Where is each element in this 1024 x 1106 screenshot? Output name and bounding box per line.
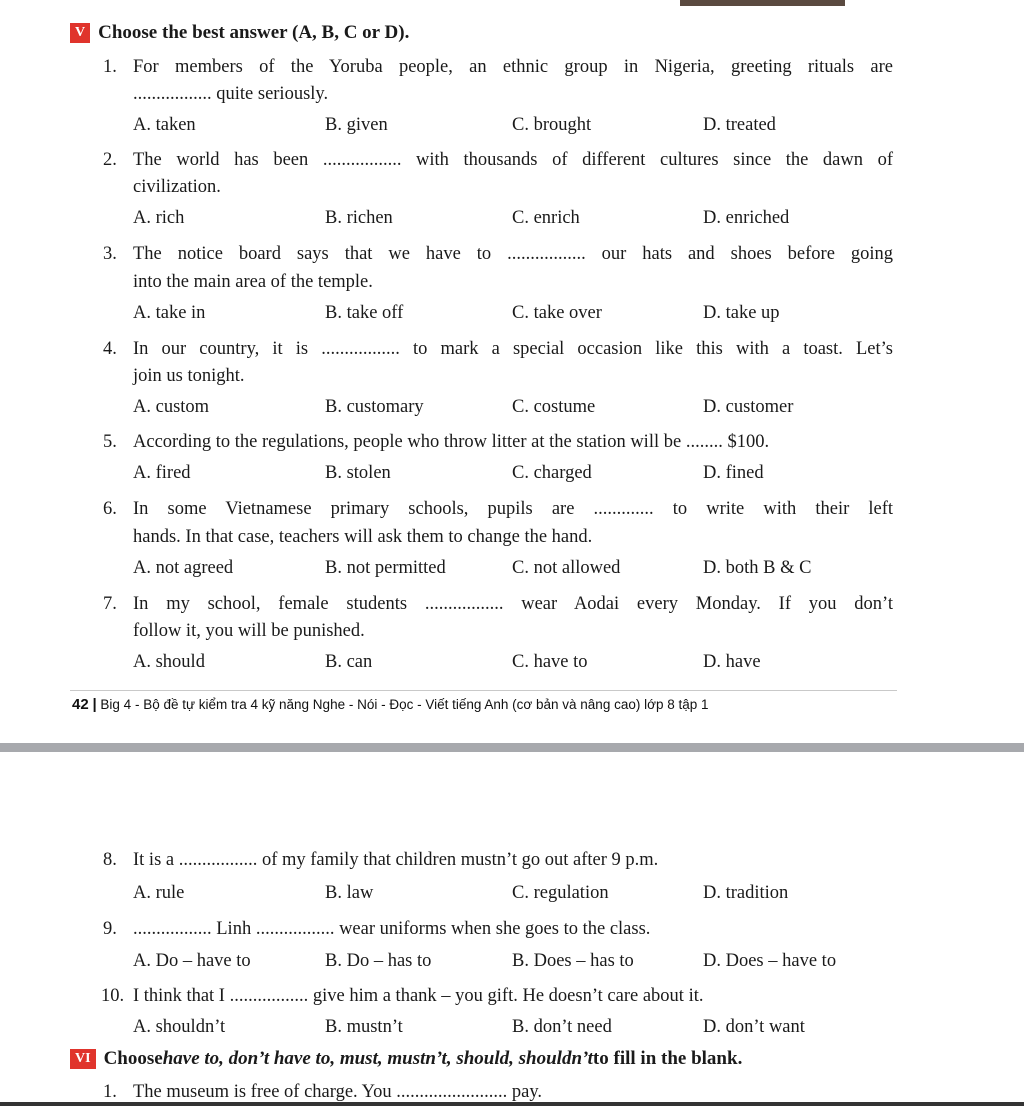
q7-option-d[interactable]: D. have	[703, 652, 761, 672]
question-1-line-2: ................. quite seriously.	[133, 84, 329, 104]
question-4-line-2: join us tonight.	[133, 366, 245, 386]
q8-option-d[interactable]: D. tradition	[703, 883, 789, 903]
q1-option-c[interactable]: C. brought	[512, 115, 592, 135]
top-image-edge	[680, 0, 845, 6]
question-text: It is a ................. of my family that children mustn’t go out after 9 p.m.	[133, 850, 659, 870]
page-footer	[72, 696, 708, 713]
question-text: ................. Linh ................. wear uniforms when she goes to the class.	[133, 919, 651, 939]
q9-option-c[interactable]: B. Does – has to	[512, 951, 634, 971]
q10-option-c[interactable]: B. don’t need	[512, 1017, 612, 1037]
q1-option-b[interactable]: B. given	[325, 115, 388, 135]
q5-option-b[interactable]: B. stolen	[325, 463, 391, 483]
q4-option-d[interactable]: D. customer	[703, 397, 794, 417]
q7-option-c[interactable]: C. have to	[512, 652, 588, 672]
q8-option-c[interactable]: C. regulation	[512, 883, 609, 903]
q6-option-a[interactable]: A. not agreed	[133, 558, 234, 578]
question-number: 1.	[103, 57, 117, 77]
q4-option-b[interactable]: B. customary	[325, 397, 424, 417]
q3-option-a[interactable]: A. take in	[133, 303, 206, 323]
question-number: 8.	[103, 850, 117, 870]
q9-option-a[interactable]: A. Do – have to	[133, 951, 251, 971]
question-number: 10.	[101, 986, 125, 1006]
question-text: In our country, it is ................. to mark a special occasion like this with a toast. Let’s	[133, 339, 893, 359]
section-vi-title-suffix: to fill in the blank.	[592, 1048, 743, 1069]
q8-option-a[interactable]: A. rule	[133, 883, 185, 903]
page-number: 42	[72, 696, 89, 713]
question-number: 2.	[103, 150, 117, 170]
question-6-line-2: hands. In that case, teachers will ask them to change the hand.	[133, 527, 593, 547]
section-vi-modal-verbs: have to, don’t have to, must, mustn’t, should, shouldn’t	[162, 1048, 593, 1069]
q5-option-d[interactable]: D. fined	[703, 463, 764, 483]
q9-option-d[interactable]: D. Does – have to	[703, 951, 837, 971]
question-text: I think that I ................. give him a thank – you gift. He doesn’t care about it.	[133, 986, 704, 1006]
question-3-line-2: into the main area of the temple.	[133, 272, 373, 292]
q10-option-d[interactable]: D. don’t want	[703, 1017, 805, 1037]
q7-option-b[interactable]: B. can	[325, 652, 373, 672]
section-vi-heading	[70, 1044, 742, 1074]
q2-option-a[interactable]: A. rich	[133, 208, 185, 228]
q2-option-b[interactable]: B. richen	[325, 208, 393, 228]
q4-option-a[interactable]: A. custom	[133, 397, 210, 417]
question-7-line-2: follow it, you will be punished.	[133, 621, 365, 641]
q2-option-c[interactable]: C. enrich	[512, 208, 580, 228]
question-2-line-2: civilization.	[133, 177, 221, 197]
q6-option-d[interactable]: D. both B & C	[703, 558, 812, 578]
bottom-edge	[0, 1102, 1024, 1106]
q4-option-c[interactable]: C. costume	[512, 397, 596, 417]
footer-separator: |	[92, 696, 97, 713]
footer-book-title: Big 4 - Bộ đề tự kiểm tra 4 kỹ năng Nghe - Nói - Đọc - Viết tiếng Anh (cơ bản và nâng cao) lớp 8 tập 1	[100, 697, 709, 712]
question-text: The world has been ................. with thousands of different cultures since the dawn of	[133, 150, 893, 170]
q7-option-a[interactable]: A. should	[133, 652, 205, 672]
question-text: In my school, female students ................. wear Aodai every Monday. If you don’t	[133, 594, 893, 614]
footer-divider	[70, 690, 897, 691]
section-v-badge: V	[70, 23, 90, 43]
question-number: 5.	[103, 432, 117, 452]
q10-option-a[interactable]: A. shouldn’t	[133, 1017, 226, 1037]
question-text: The notice board says that we have to ................. our hats and shoes before going	[133, 244, 893, 264]
q6-option-c[interactable]: C. not allowed	[512, 558, 621, 578]
question-number: 9.	[103, 919, 117, 939]
q9-option-b[interactable]: B. Do – has to	[325, 951, 432, 971]
q6-option-b[interactable]: B. not permitted	[325, 558, 446, 578]
question-number: 6.	[103, 499, 117, 519]
q8-option-b[interactable]: B. law	[325, 883, 374, 903]
q1-option-a[interactable]: A. taken	[133, 115, 196, 135]
q3-option-b[interactable]: B. take off	[325, 303, 404, 323]
item-text: The museum is free of charge. You ........................ pay.	[133, 1082, 542, 1102]
question-number: 4.	[103, 339, 117, 359]
item-number: 1.	[103, 1082, 117, 1102]
section-vi-title-prefix: Choose	[103, 1048, 163, 1069]
page-break	[0, 743, 1024, 752]
question-number: 3.	[103, 244, 117, 264]
q10-option-b[interactable]: B. mustn’t	[325, 1017, 403, 1037]
section-vi-badge: VI	[70, 1049, 96, 1069]
question-text: For members of the Yoruba people, an ethnic group in Nigeria, greeting rituals are	[133, 57, 893, 77]
q5-option-a[interactable]: A. fired	[133, 463, 191, 483]
question-text: In some Vietnamese primary schools, pupils are ............. to write with their left	[133, 499, 893, 519]
q2-option-d[interactable]: D. enriched	[703, 208, 790, 228]
question-number: 7.	[103, 594, 117, 614]
section-v-title: Choose the best answer (A, B, C or D).	[98, 22, 410, 43]
section-v-heading	[70, 18, 409, 48]
question-text: According to the regulations, people who throw litter at the station will be ........ $100.	[133, 432, 770, 452]
q5-option-c[interactable]: C. charged	[512, 463, 592, 483]
q3-option-c[interactable]: C. take over	[512, 303, 602, 323]
q3-option-d[interactable]: D. take up	[703, 303, 780, 323]
q1-option-d[interactable]: D. treated	[703, 115, 776, 135]
